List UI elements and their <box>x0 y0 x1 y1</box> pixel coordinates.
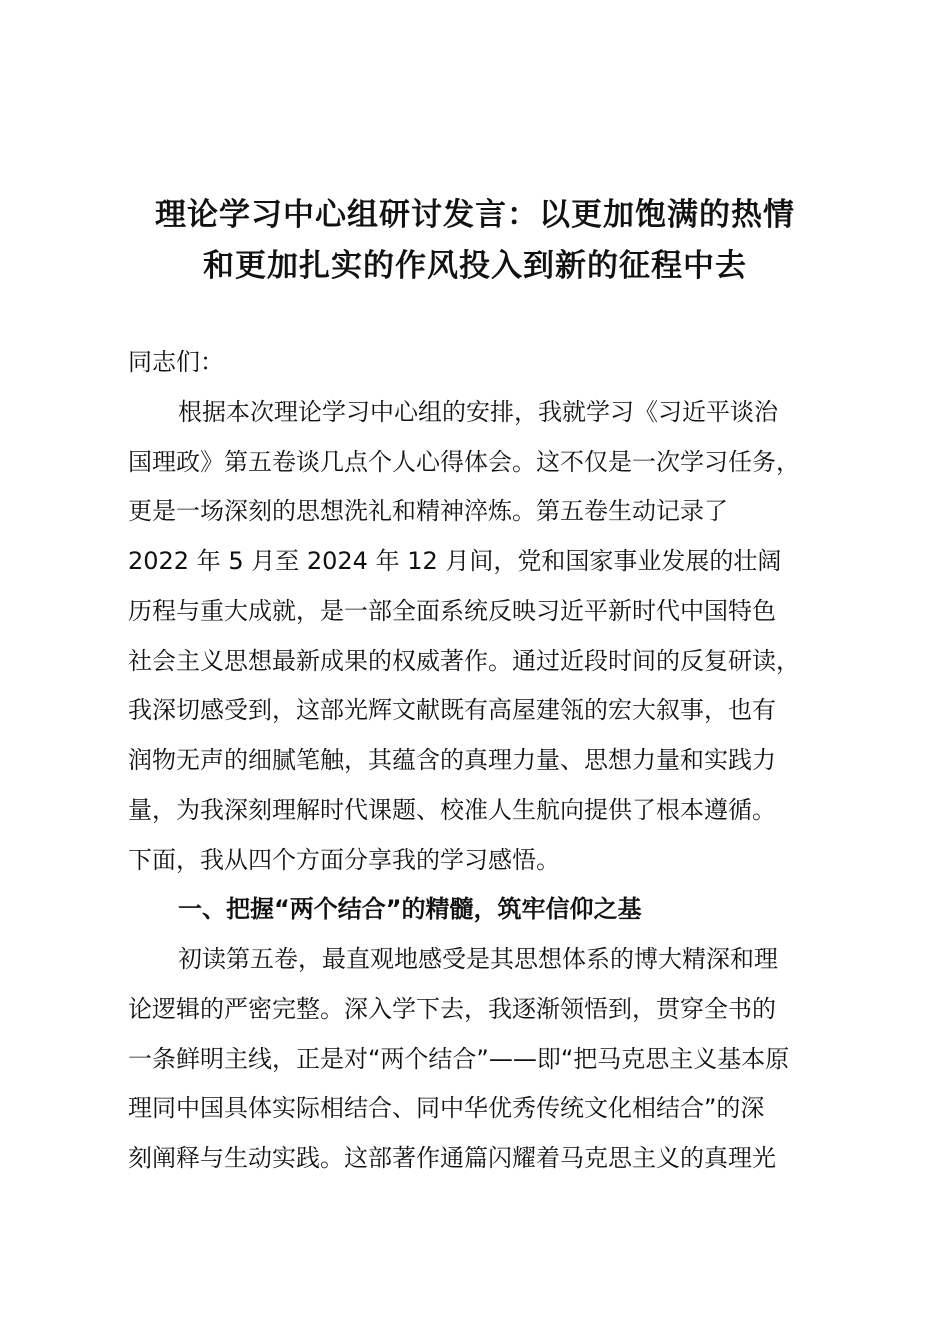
document-body <box>128 338 848 1184</box>
document-title <box>0 190 950 292</box>
text-line: 刻阐释与生动实践。这部著作通篇闪耀着马克思主义的真理光 <box>128 1144 776 1172</box>
text-line: 下面，我从四个方面分享我的学习感悟。 <box>128 845 560 874</box>
text-line: 社会主义思想最新成果的权威著作。通过近段时间的反复研读， <box>128 646 800 675</box>
section-heading: 一、把握“两个结合”的精髓，筑牢信仰之基 <box>178 895 642 924</box>
salutation: 同志们： <box>128 348 224 376</box>
text-line: 2022 年 5 月至 2024 年 12 月间，党和国家事业发展的壮阔 <box>128 547 782 575</box>
title-line: 理论学习中心组研讨发言：以更加饱满的热情 <box>155 197 795 233</box>
paragraph-section-1 <box>128 935 848 1184</box>
text-line: 更是一场深刻的思想洗礼和精神淬炼。第五卷生动记录了 <box>128 497 728 526</box>
text-line: 我深切感受到，这部光辉文献既有高屋建瓴的宏大叙事，也有 <box>128 696 776 725</box>
paragraph-intro <box>128 388 848 886</box>
title-line: 和更加扎实的作风投入到新的征程中去 <box>203 248 747 284</box>
text-line: 初读第五卷，最直观地感受是其思想体系的博大精深和理 <box>178 945 778 973</box>
text-line: 一条鲜明主线，正是对“两个结合”——即“把马克思主义基本原 <box>128 1044 790 1073</box>
text-line: 历程与重大成就，是一部全面系统反映习近平新时代中国特色 <box>128 596 776 625</box>
text-line: 根据本次理论学习中心组的安排，我就学习《习近平谈治 <box>178 397 778 426</box>
text-line: 国理政》第五卷谈几点个人心得体会。这不仅是一次学习任务， <box>128 447 800 476</box>
text-line: 论逻辑的严密完整。深入学下去，我逐渐领悟到，贯穿全书的 <box>128 994 776 1023</box>
text-line: 润物无声的细腻笔触，其蕴含的真理力量、思想力量和实践力 <box>128 746 776 774</box>
text-line: 量，为我深刻理解时代课题、校准人生航向提供了根本遵循。 <box>128 795 776 824</box>
text-line: 理同中国具体实际相结合、同中华优秀传统文化相结合”的深 <box>128 1094 765 1123</box>
